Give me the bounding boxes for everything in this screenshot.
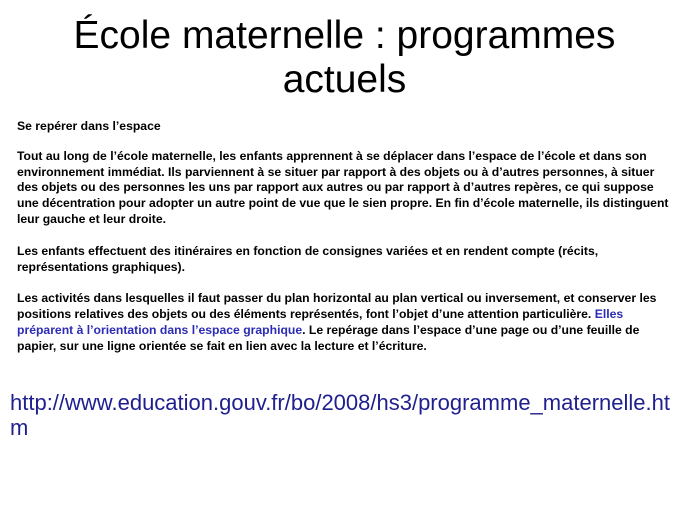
paragraph-2: Les enfants effectuent des itinéraires en fonction de consignes variées et en rendent compte (récits, représentations graphiques). xyxy=(17,243,599,274)
slide-title xyxy=(0,14,689,102)
slide-title-line1: École maternelle : programmes xyxy=(73,14,616,57)
slide-title-line2: actuels xyxy=(282,58,407,101)
paragraph-3-highlight: Elles préparent à l’orientation dans l’espace graphique xyxy=(17,307,624,337)
paragraph-3-part2: . Le repérage dans l’espace d’une page ou d’une feuille de papier, sur une ligne orientée se fait en lien avec la lecture et l’écriture. xyxy=(17,322,640,353)
paragraph-1: Tout au long de l’école maternelle, les enfants apprennent à se déplacer dans l’espace de l’école et dans son environnement immédiat. Ils parviennent à se situer par rapport à des objets ou à d’autres personnes, à situer des objets ou des personnes les uns par rapport aux autres ou par rapport à d’autres repères, ce qui suppose une décentration pour adopter un autre point de vue que le sien propre. En fin d’école maternelle, ils distinguent leur gauche et leur droite. xyxy=(17,148,669,226)
source-link[interactable]: http://www.education.gouv.fr/bo/2008/hs3/programme_maternelle.htm xyxy=(10,390,670,440)
slide-body xyxy=(17,119,677,371)
section-heading: Se repérer dans l’espace xyxy=(17,119,161,133)
paragraph-3 xyxy=(17,291,677,354)
paragraph-3-part1: Les activités dans lesquelles il faut passer du plan horizontal au plan vertical ou inversement, et conserver les positions relatives des objets ou des éléments représentés, font l’objet d’une attention particulière. xyxy=(17,291,657,322)
